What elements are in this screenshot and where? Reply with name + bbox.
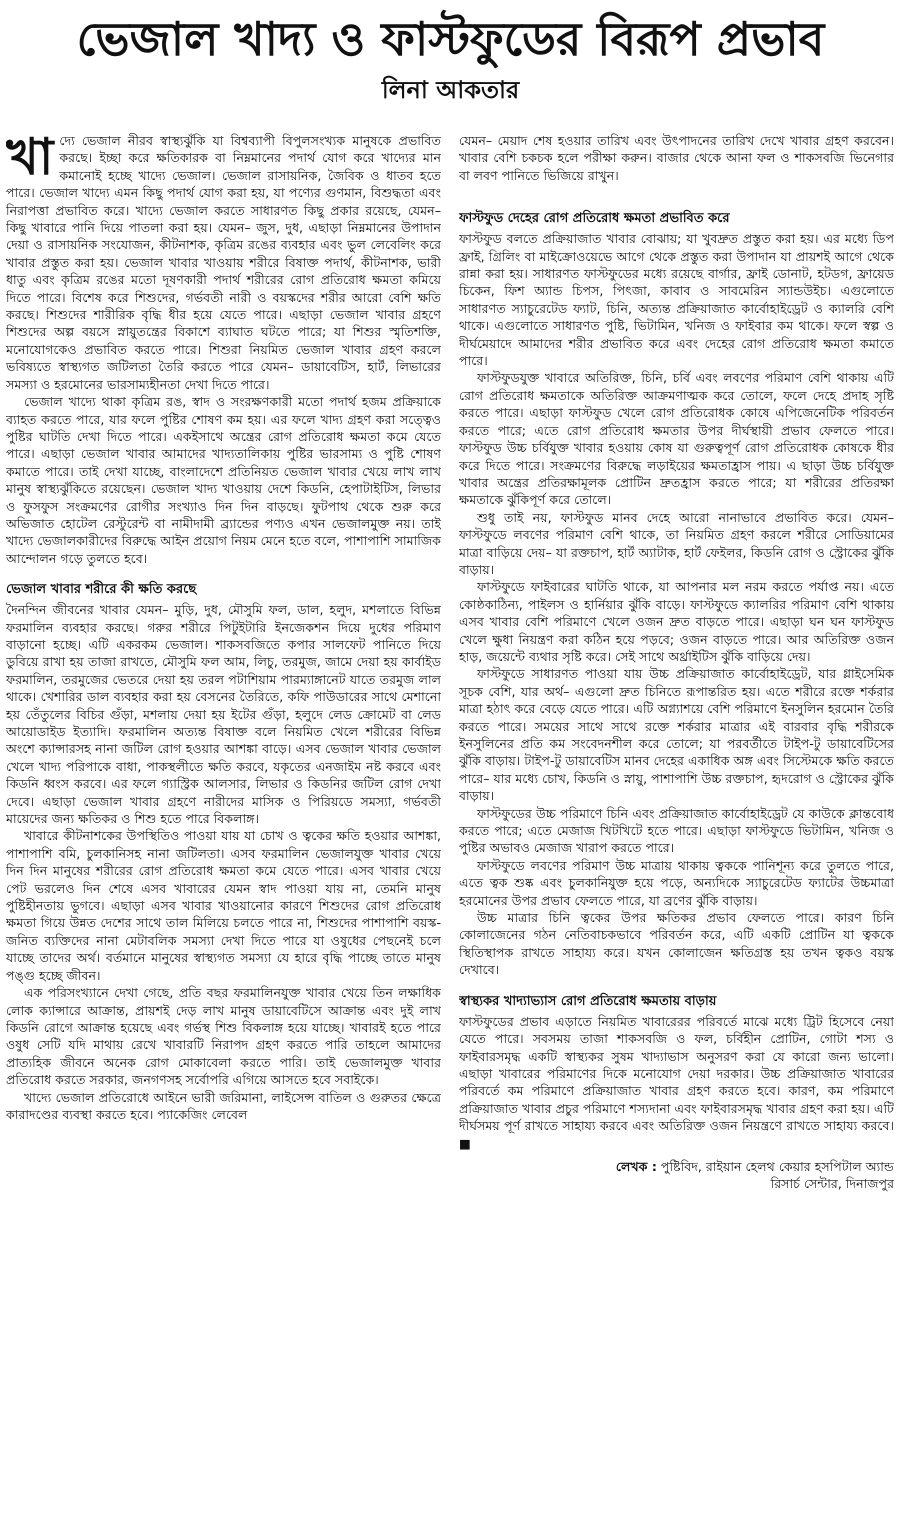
paragraph: ফাস্টফুডে লবণের পরিমাণ উচ্চ মাত্রায় থাকায় ত্বককে পানিশূন্য করে তুলতে পারে, এতে ত্বক শুষ্ক এবং চুলকানিযুক্ত হয়ে পড়ে, অন্যদিকে স্যাচুরেটেড ফ্যাটের উচ্চমাত্রা হরমোনের উপর প্রভাব ফেলতে পারে, যা ব্রণের ঝুঁকি বাড়ায়। — [459, 857, 894, 908]
right-column — [459, 132, 894, 1512]
credit-line-2: রিসার্চ সেন্টার, দিনাজপুর — [770, 1176, 894, 1192]
article-page — [0, 10, 901, 1531]
paragraph: উচ্চ মাত্রার চিনি ত্বকের উপর ক্ষতিকর প্রভাব ফেলতে পারে। কারণ চিনি কোলাজেনের গঠন নেতিবাচকভাবে পরিবর্তন করে, এটি একটি প্রোটিন যা ত্বককে স্থিতিস্থাপক রাখতে সাহায্য করে। যখন কোলাজেন ক্ষতিগ্রস্ত হয় তখন ত্বকও বয়স্ক দেখাবে। — [459, 910, 894, 978]
left-column — [6, 132, 441, 1512]
paragraph: ফাস্টফুডযুক্ত খাবারে অতিরিক্ত, চিনি, চর্বি এবং লবণের পরিমাণ বেশি থাকায় এটি রোগ প্রতিরোধ ক্ষমতাকে অতিরিক্ত আক্রমণাত্মক করে তোলে, ফলে দেহে প্রদাহ সৃষ্টি করতে পারে। এছাড়া ফাস্টফুড খেলে রোগ প্রতিরোধক কোষে এপিজেনেটিক পরিবর্তন করতে পারে; এতে রোগ প্রতিরোধ ক্ষমতার উপর দীর্ঘস্থায়ী প্রভাব ফেলতে পারে। ফাস্টফুড উচ্চ চর্বিযুক্ত খাবার হওয়ায় কোষ যা গুরুত্বপূর্ণ রোগ প্রতিরোধক কোষকে ধীর করে দিতে পারে। সংক্রমণের বিরুদ্ধে লড়াইয়ের ক্ষমতাহ্রাস পায়। এ ছাড়া উচ্চ চর্বিযুক্ত খাবার অন্ত্রের প্রতিরক্ষামূলক প্রোটিন দ্রুতহ্রাস করতে পারে; যা শরীরের প্রতিরক্ষা ক্ষমতাকে ঝুঁকিপূর্ণ করে তোলে। — [459, 370, 894, 508]
paragraph: ফাস্টফুডে ফাইবারের ঘাটতি থাকে, যা আপনার মল নরম করতে পর্যাপ্ত নয়। এতে কোষ্ঠকাঠিন্য, পাইলস ও হার্নিয়ার ঝুঁকি বাড়ে। ফাস্টফুডে ক্যালরির পরিমাণ বেশি থাকায় এসব খাবার বেশি পরিমাণে খেলে ওজন দ্রুত বাড়তে পারে। এছাড়া ঘন ঘন ফাস্টফুড খেলে ক্ষুধা নিয়ন্ত্রণ করা কঠিন হয়ে পড়বে; ওজন বাড়তে পারে। আর অতিরিক্ত ওজন হাড়, জয়েন্টে ব্যথার সৃষ্টি করে। সেই সাথে অর্থ্রাইটিস ঝুঁকি বাড়িয়ে দেয়। — [459, 579, 894, 664]
paragraph: শুধু তাই নয়, ফাস্টফুড মানব দেহে আরো নানাভাবে প্রভাবিত করে। যেমন– ফাস্টফুডে লবণের পরিমাণ বেশি থাকে, তা নিয়মিত গ্রহণ করলে শরীরে সোডিয়ামের মাত্রা বাড়িয়ে দেয়– যা রক্তচাপ, হার্ট অ্যাটাক, হার্ট ফেইলর, কিডনি রোগ ও স্ট্রোকের ঝুঁকি বাড়ায়। — [459, 509, 894, 577]
credit-label: লেখক : — [615, 1158, 657, 1174]
paragraph: ফাস্টফুডে সাধারণত পাওয়া যায় উচ্চ প্রক্রিয়াজাত কার্বোহাইড্রেট, যার গ্লাইসেমিক সূচক বেশি, যার অর্থ– এগুলো দ্রুত চিনিতে রূপান্তরিত হয়। এতে শরীরে রক্তে শর্করার মাত্রা হঠাৎ করে বেড়ে যেতে পারে। এটি অগ্ন্যাশয়ে বেশি পরিমাণে ইনসুলিন হরমোন তৈরি করতে পারে। সময়ের সাথে সাথে রক্তে শর্করার মাত্রার এই বারবার বৃদ্ধি শরীরকে ইনসুলিনের প্রতি কম সংবেদনশীল করে তোলে; যা পরবর্তীতে টাইপ-টু ডায়াবেটিসের ঝুঁকি বাড়ায়। টাইপ-টু ডায়াবেটিস মানব দেহের একাধিক অঙ্গ এবং সিস্টেমকে ক্ষতি করতে পারে– যার মধ্যে চোখ, কিডনি ও স্নায়ু, পাশাপাশি উচ্চ রক্তচাপ, হৃদরোগ ও স্ট্রোকের ঝুঁকি বাড়ায়। — [459, 666, 894, 804]
paragraph: ফাস্টফুডের উচ্চ পরিমাণে চিনি এবং প্রক্রিয়াজাত কার্বোহাইড্রেট যে কাউকে ক্লান্তবোধ করতে পারে; এতে মেজাজ খিটখিটে হতে পারে। এছাড়া ফাস্টফুডে ভিটামিন, খনিজ ও পুষ্টির অভাবও মেজাজ খারাপ করতে পারে। — [459, 805, 894, 856]
credit-line-1: পুষ্টিবিদ, রাইয়ান হেলথ কেয়ার হসপিটাল অ্যান্ড — [660, 1158, 894, 1174]
intro-text: দ্যে ভেজাল নীরব স্বাস্থ্যঝুঁকি যা বিশ্বব্যাপী বিপুলসংখ্যক মানুষকে প্রভাবিত করছে। ইচ্ছা করে ক্ষতিকারক বা নিম্নমানের পদার্থ যোগ করে খাদ্যের মান কমানোই হচ্ছে খাদ্যে ভেজাল। ভেজাল রাসায়নিক, জৈবিক ও ধাতব হতে পারে। ভেজাল খাদ্যে এমন কিছু পদার্থ যোগ করা হয়, যা পণ্যের গুণমান, বিশুদ্ধতা এবং নিরাপত্তা প্রভাবিত করে। খাদ্যে ভেজাল করতে সাধারণত কিছু প্রকার রয়েছে, যেমন– কিছু খাবারে পানি দিয়ে পাতলা করা হয়। যেমন– জুস, দুধ, এছাড়া নিম্নমানের উপাদান দেয়া ও রাসায়নিক সংযোজন, কীটনাশক, কৃত্রিম রঙের ব্যবহার এবং ভুল লেবেলিং করে খাবার প্রস্তুত করা হয়। ভেজাল খাবার খাওয়ায় শরীরে বিষাক্ত পদার্থ, কীটনাশক, ভারী ধাতু এবং কৃত্রিম রঙের মতো দূষণকারী পদার্থ শরীরের রোগ প্রতিরোধ ক্ষমতা কমিয়ে দিতে পারে। বিশেষ করে শিশুদের, গর্ভবতী নারী ও বয়স্কদের শরীর আরো বেশি ক্ষতি করছে। শিশুদের শারীরিক বৃদ্ধি ধীর হয়ে যেতে পারে। এছাড়া ভেজাল খাবার গ্রহণে শিশুদের অল্প বয়সে স্নায়ুতন্ত্রের বিকাশে ব্যাঘাত ঘটতে পারে; যা শিশুর স্মৃতিশক্তি, মনোযোগকেও প্রভাবিত করতে পারে। শিশুরা নিয়মিত ভেজাল খাবার গ্রহণ করলে ভবিষ্যতে স্বাস্থ্যগত জটিলতা তৈরি করতে পারে যেমন– ডায়াবেটিস, হার্ট, লিভারের সমস্যা ও হরমোনের ভারসাম্যহীনতা দেখা দিতে পারে। — [6, 133, 441, 392]
intro-paragraph — [6, 132, 441, 393]
article-author: লিনা আকতার — [381, 76, 520, 104]
paragraph: ফাস্টফুডের প্রভাব এড়াতে নিয়মিত খাবারেরর পরিবর্তে মাঝে মধ্যে ট্রিট হিসেবে নেয়া যেতে পারে। সবসময় তাজা শাকসবজি ও ফল, চর্বিহীন প্রোটিন, গোটা শস্য ও ফাইবারসমৃদ্ধ একটি স্বাস্থ্যকর সুষম খাদ্যাভাস অনুসরণ করা যে কারো জন্য ভালো। এছাড়া খাবারের পরিমাণের দিকে মনোযোগ দেয়া দরকার। উচ্চ প্রক্রিয়াজাত খাবারের পরিবর্তে কম পরিমাণে প্রক্রিয়াজাত খাবার গ্রহণ করতে হবে। কারণ, কম পরিমাণে প্রক্রিয়াজাত খাবার প্রচুর পরিমাণে শস্যদানা এবং ফাইবারসমৃদ্ধ খাবার গ্রহণ করা হয়। এটি দীর্ঘসময় পূর্ণ রাখতে সাহায্য করবে এবং অতিরিক্ত ওজন নিয়ন্ত্রণে রাখতে সাহায্য করবে। ■ — [459, 1013, 894, 1151]
paragraph: খাদ্যে ভেজাল প্রতিরোধে আইনে ভারী জরিমানা, লাইসেন্স বাতিল ও গুরুতর ক্ষেত্রে কারাদণ্ডের ব্যবস্থা করতে হবে। প্যাকেজিং লেবেল — [6, 1089, 441, 1122]
paragraph: দৈনন্দিন জীবনের খাবার যেমন– মুড়ি, দুধ, মৌসুমি ফল, ডাল, হলুদ, মশলাতে বিভিন্ন ফরমালিন ব্যবহার করছে। গরুর শরীরে পিটুইটারি ইনজেকশন দিয়ে দুধের পরিমাণ বাড়ানো হচ্ছে। এটি একরকম ভেজাল। শাকসবজিতে কপার সালফেট পানিতে দিয়ে ডুবিয়ে রাখা হয় তাজা রাখতে, মৌসুমি ফল আম, লিচু, তরমুজ, জামে দেয়া হয় কার্বাইড ফরমালিন, তরমুজের ভেতরে দেয়া হয় তরল পটাশিয়াম পারম্যাঙ্গানেট যাতে তরমুজ লাল থাকে। খেশারির ডাল ব্যবহার করা হয় বেসনের তৈরিতে, কফি পাউডারের সাথে মেশানো হয় তেঁতুলের বিচির গুঁড়া, মশলায় দেয়া হয় ইটের গুঁড়া, হলুদে লেড ক্রোমেট বা লেড আয়োডাইড ইত্যাদি। ফরমালিন অত্যন্ত বিষাক্ত বলে নিয়মিত খেলে শরীরের বিভিন্ন অংশে ক্যান্সারসহ নানা জটিল রোগ হওয়ার আশঙ্কা বাড়ে। এসব ভেজাল খাবার ভেজাল খেলে খাদ্য পরিপাকে বাধা, পাকস্থলীতে ক্ষতি করবে, যকৃতের এনজাইম নষ্ট করবে এবং কিডনি ধ্বংস করবে। এর ফলে গ্যাস্ট্রিক আলসার, লিভার ও কিডনির জটিল রোগ দেখা দেবে। এছাড়া ভেজাল খাবার গ্রহণে নারীদের মাসিক ও পিরিয়ডে সমস্যা, গর্ভবতী মায়েদের জন্য ক্ষতিকর ও শিশু হতে পারে বিকলাঙ্গ। — [6, 602, 441, 827]
paragraph: খাবারে কীটনাশকের উপস্থিতিও পাওয়া যায় যা চোখ ও ত্বকের ক্ষতি হওয়ার আশঙ্কা, পাশাপাশি বমি, চুলকানিসহ নানা জটিলতা। এসব ফরমালিন ভেজালযুক্ত খাবার খেয়ে দিন দিন মানুষের শরীরের রোগ প্রতিরোধ ক্ষমতা কমে যেতে পারে। এসব খাবার খেয়ে পেট ভরলেও দিন শেষে এসব খাবারের যেমন স্বাদ পাওয়া যায় না, তেমনি মানুষ পুষ্টিহীনতায় ভুগবে। এছাড়া এসব খাবার খাওয়ানোর কারণে শিশুদের রোগ প্রতিরোধ ক্ষমতা গিয়ে উন্নত দেশের সাথে তাল মিলিয়ে চলতে পারে না, শিশুদের পাশাপাশি বয়স্ক-জনিত ব্যক্তিদের নানা মেটাবলিক সমস্যা দেখা দিতে পারে যা ওষুধের পেছনেই চলে যাচ্ছে তাদের অর্থ। বর্তমানে মানুষের স্বাস্থ্যগত সমস্যা যে হারে বৃদ্ধি পাচ্ছে তাতে মানুষ পঙ্গু হচ্ছে জীবন। — [6, 828, 441, 983]
paragraph: ভেজাল খাদ্যে থাকা কৃত্রিম রঙ, স্বাদ ও সংরক্ষণকারী মতো পদার্থ হজম প্রক্রিয়াকে ব্যাহত করতে পারে, যার ফলে পুষ্টির শোষণ কম হয়। এর ফলে খাদ্য গ্রহণ করা সত্ত্বেও পুষ্টির ঘাটতি দেখা দিতে পারে। একইসাথে অন্ত্রের রোগ প্রতিরোধ ক্ষমতা কমে যেতে পারে। এছাড়া ভেজাল খাবার আমাদের খাদ্যতালিকায় পুষ্টির ভারসাম্য ও পুষ্টি শোষণ কমাতে পারে। তাই দেখা যাচ্ছে, বাংলাদেশে প্রতিনিয়ত ভেজাল খাবার খেয়ে লাখ লাখ মানুষ স্বাস্থ্যঝুঁকিতে রয়েছেন। ভেজাল খাদ্য খাওয়ায় দেশে কিডনি, হেপাটাইটিস, লিভার ও ফুসফুস সংক্রমণের রোগীর সংখ্যাও দিন দিন বাড়ছে। ফুটপাথ থেকে শুরু করে অভিজাত হোটেল রেস্টুরেন্ট বা নামীদামী ব্র্যান্ডের পণ্যও এখন ভেজালমুক্ত নয়। তাই খাদ্যে ভেজালকারীদের বিরুদ্ধে আইন প্রয়োগ নিয়ম মেনে হতে বলে, পাশাপাশি সামাজিক আন্দোলন গড়ে তুলতে হবে। — [6, 394, 441, 566]
author-credit — [459, 1158, 894, 1193]
article-title: ভেজাল খাদ্য ও ফাস্টফুডের বিরূপ প্রভাব — [76, 12, 825, 66]
paragraph: ফাস্টফুড বলতে প্রক্রিয়াজাত খাবার বোঝায়; যা খুবদ্রুত প্রস্তুত করা হয়। এর মধ্যে ডিপ ফ্রাই, গ্রিলিং বা মাইক্রোওয়েভে আগে থেকে প্রস্তুত করা উপাদান যা প্রায়শই আগে থেকে রান্না করা হয়। সাধারণত ফাস্টফুডের মধ্যে রয়েছে বার্গার, ফ্রাই ডোনাট, হটডগ, ফ্রায়েড চিকেন, ফিশ অ্যান্ড চিপস, পিৎজা, কাবাব ও সাবমেরিন স্যান্ডউইচ। এগুলোতে সাধারণত স্যাচুরেটেড ফ্যাট, চিনি, অত্যন্ত প্রক্রিয়াজাত কার্বোহাইড্রেট ও ক্যালরি বেশি থাকে। এগুলোতে সাধারণত পুষ্টি, ভিটামিন, খনিজ ও ফাইবার কম থাকে। ফলে স্বল্প ও দীর্ঘমেয়াদে আমাদের শরীর প্রভাবিত করে এবং দেহের রোগ প্রতিরোধ ক্ষমতা কমাতে পারে। — [459, 231, 894, 369]
section-heading: ভেজাল খাবার শরীরে কী ক্ষতি করছে — [6, 582, 197, 598]
paragraph: যেমন– মেয়াদ শেষ হওয়ার তারিখ এবং উৎপাদনের তারিখ দেখে খাবার গ্রহণ করবেন। খাবার বেশি চকচক হলে পরীক্ষা করুন। বাজার থেকে আনা ফল ও শাকসবজি ভিনেগার বা লবণ পানিতে ভিজিয়ে রাখুন। — [459, 133, 894, 183]
section-heading: স্বাস্থ্যকর খাদ্যাভ্যাস রোগ প্রতিরোধ ক্ষমতায় বাড়ায় — [459, 993, 717, 1009]
paragraph: এক পরিসংখ্যানে দেখা গেছে, প্রতি বছর ফরমালিনযুক্ত খাবার খেয়ে তিন লক্ষাধিক লোক ক্যান্সারে আক্রান্ত, প্রায়শই দেড় লাখ মানুষ ডায়াবেটিসে আক্রান্ত এবং দুই লাখ কিডনি রোগে আক্রান্ত হয়েছে এবং গর্ভস্থ শিশু বিকলাঙ্গ হয়ে যাচ্ছে। খাবারই হতে পারে ওষুধ সেটি যদি মাথায় রেখে খাবারটি নিরাপদ গ্রহণ করতে পারি তাহলে আমাদের প্রাত্যহিক জীবনে অনেক রোগ মোকাবেলা করতে পারি। তাই ভেজালমুক্ত খাবার প্রতিরোধ করতে সরকার, জনগণসহ সর্বোপরি এগিয়ে আসতে হবে সবাইকে। — [6, 985, 441, 1088]
article-body — [6, 132, 895, 1512]
drop-cap: খা — [6, 132, 54, 186]
section-heading: ফাস্টফুড দেহের রোগ প্রতিরোধ ক্ষমতা প্রভাবিত করে — [459, 211, 730, 227]
